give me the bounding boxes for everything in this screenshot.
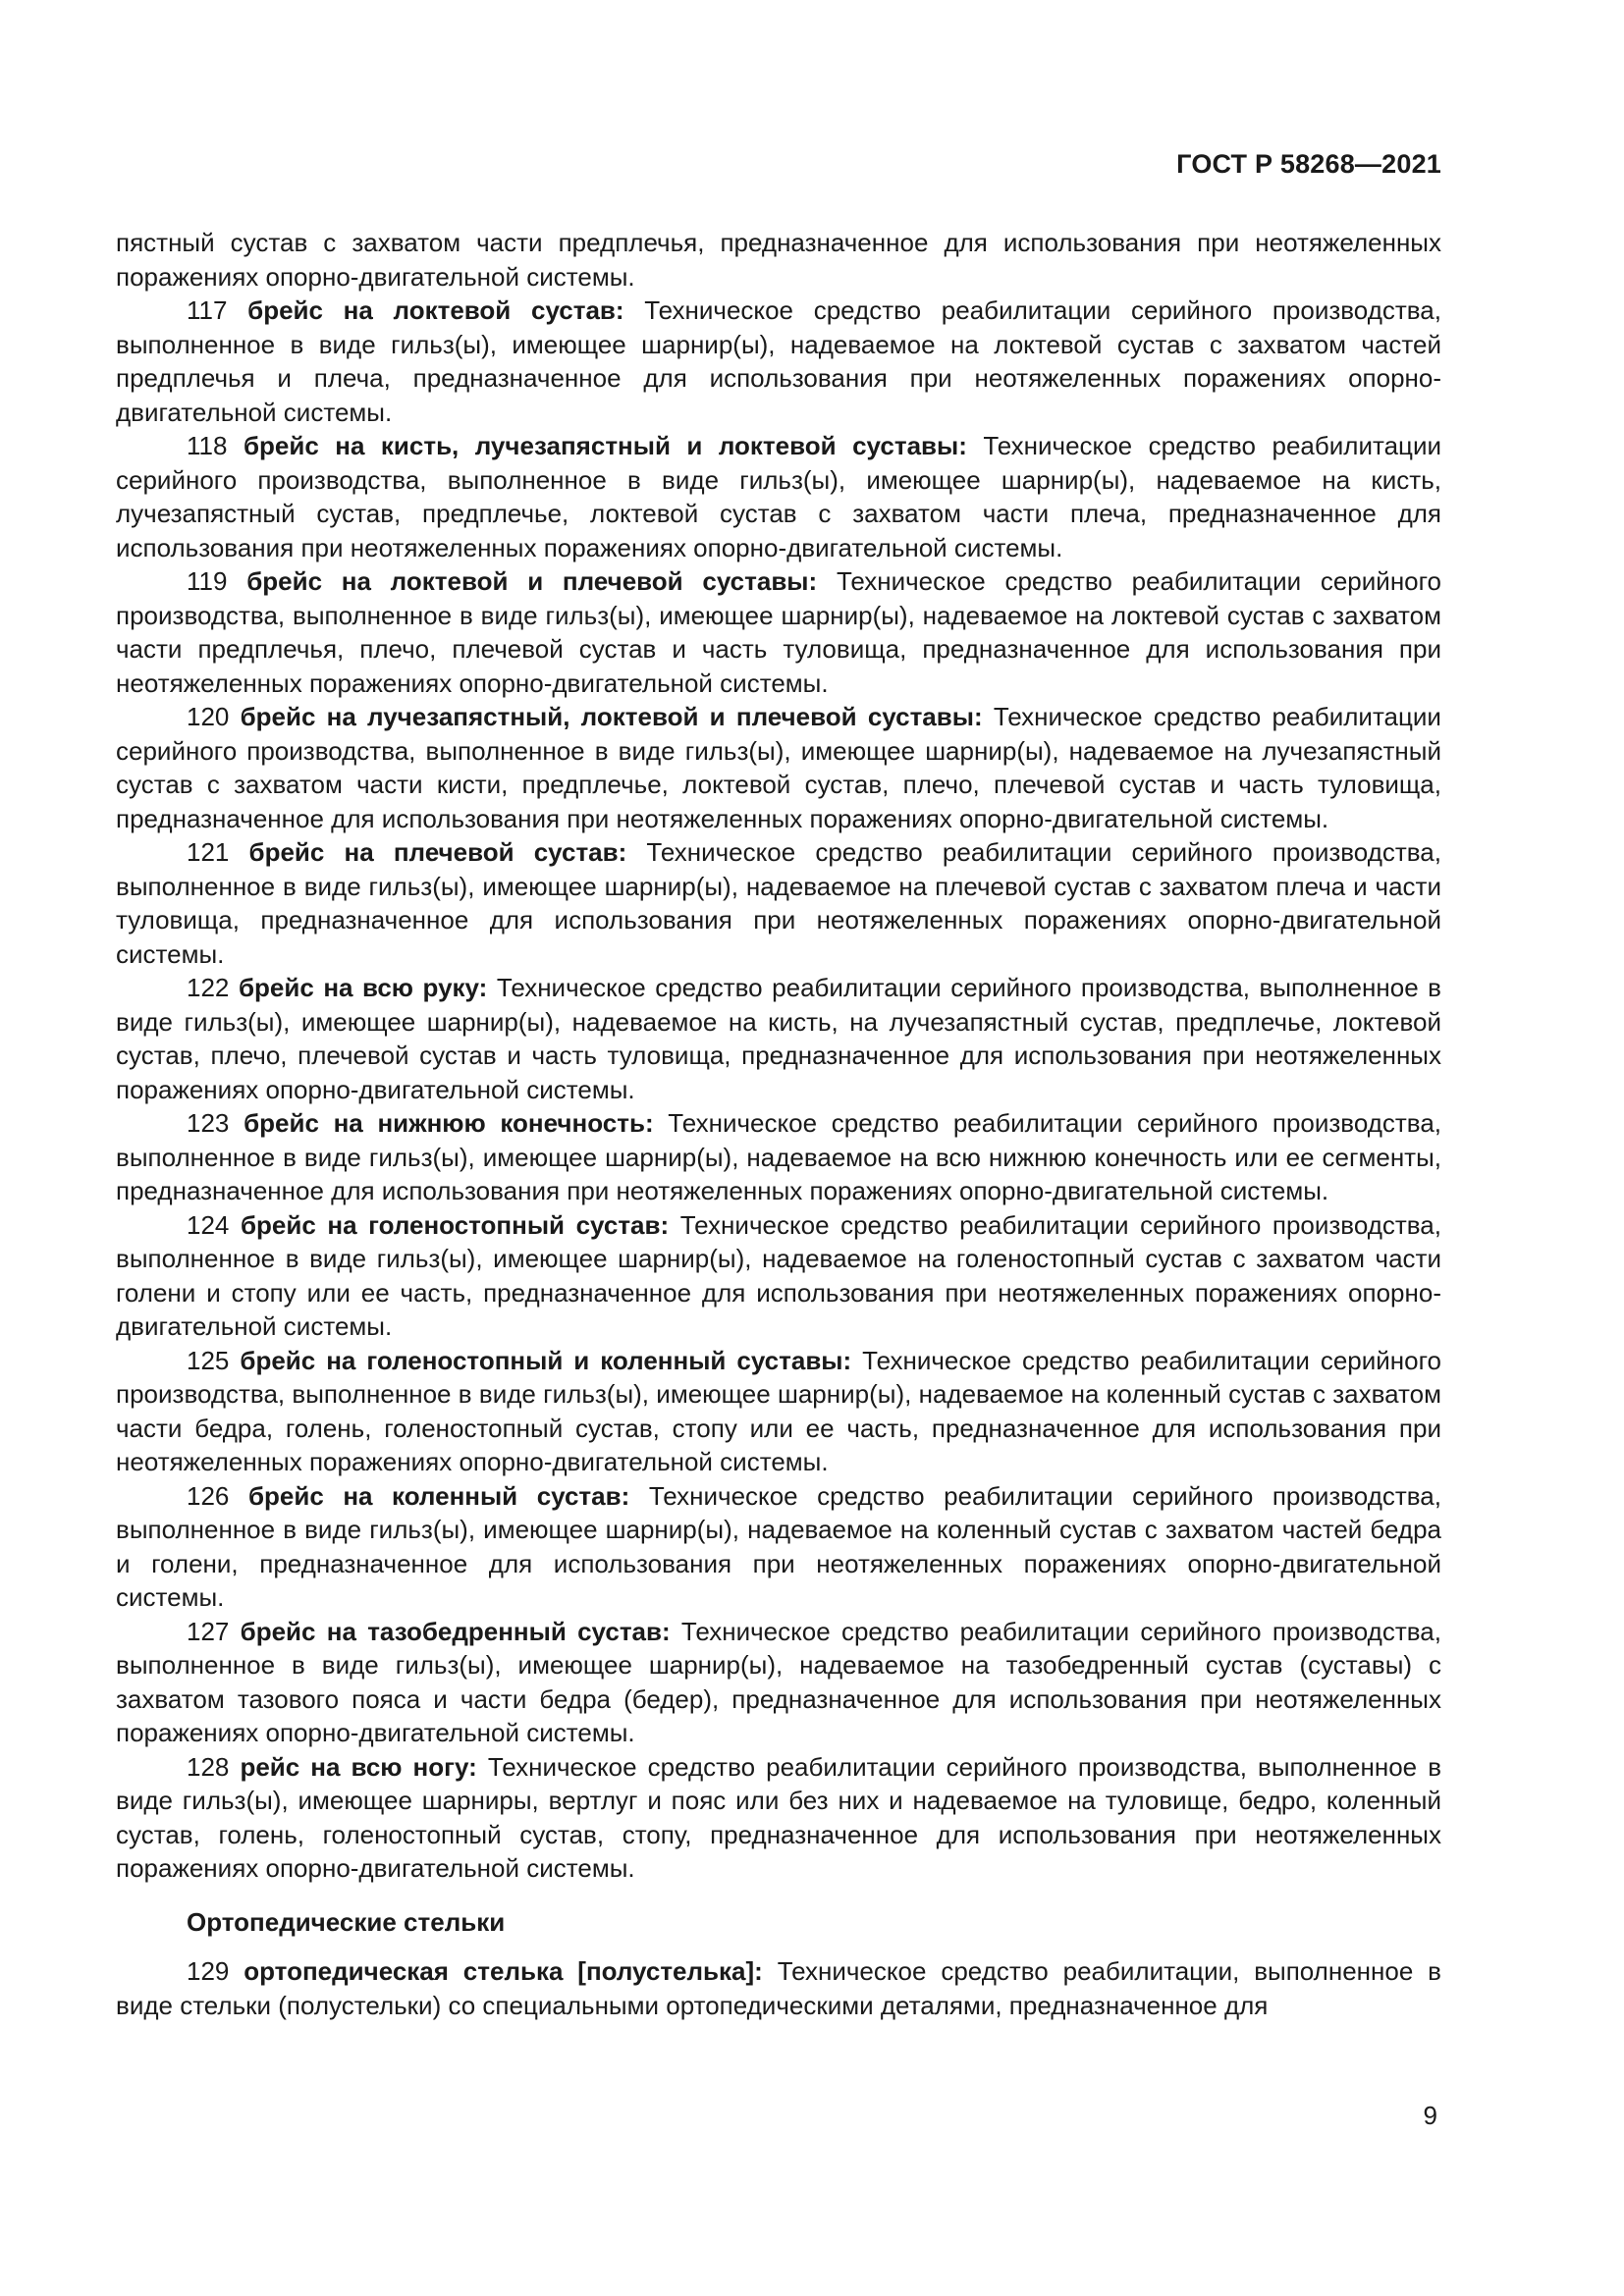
- entry-number: 126: [187, 1480, 230, 1511]
- entry-number: 119: [187, 566, 228, 596]
- entry-number: 118: [187, 431, 228, 460]
- entry-term: брейс на кисть, лучезапястный и локтевой суставы:: [243, 431, 967, 460]
- entry-definition: Техническое средство реабилитации серийного производства, выполненное в виде гильз(ы), имеющее шарнир(ы), надеваемое на всю нижнюю конечность или ее сегменты, предназначенное для использования при неотяжеленных поражениях опорно-двигательной системы.: [116, 1108, 1442, 1205]
- entry-term: брейс на всю руку:: [238, 973, 488, 1002]
- entry-definition: Техническое средство реабилитации серийного производства, выполненное в виде гильз(ы), имеющее шарнир(ы), надеваемое на локтевой сустав с захватом части предплечья, плечо, плечевой сустав и часть туловища, предназначенное для использования при неотяжеленных поражениях опорно-двигательной системы.: [116, 566, 1442, 698]
- entry-definition: Техническое средство реабилитации серийного производства, выполненное в виде гильз(ы), имеющее шарнир(ы), надеваемое на кисть, на лучезапястный сустав, предплечье, локтевой сустав, плечо, плечевой сустав и часть туловища, предназначенное для использования при неотяжеленных поражениях опорно-двигательной системы.: [116, 973, 1441, 1104]
- entry-126: [116, 1479, 1441, 1615]
- entry-term: брейс на локтевой сустав:: [247, 295, 624, 325]
- entry-number: 122: [187, 973, 230, 1002]
- entry-definition: Техническое средство реабилитации серийного производства, выполненное в виде гильз(ы), имеющее шарниры, вертлуг и пояс или без них и надеваемое на туловище, бедро, коленный сустав, голень, голеностопный сустав, стопу, предназначенное для использования при неотяжеленных поражениях опорно-двигательной системы.: [116, 1751, 1442, 1883]
- entry-129: [116, 1954, 1441, 2022]
- entry-term: брейс на тазобедренный сустав:: [240, 1616, 671, 1646]
- entry-number: 117: [187, 295, 228, 325]
- entry-128: [116, 1750, 1441, 1886]
- entry-term: ортопедическая стелька [полустелька]:: [244, 1956, 763, 1986]
- entry-122: [116, 971, 1441, 1106]
- entry-number: 120: [187, 702, 230, 731]
- entry-definition: Техническое средство реабилитации серийного производства, выполненное в виде гильз(ы), имеющее шарнир(ы), надеваемое на голеностопный сустав с захватом части голени и стопу или ее часть, предназначенное для использования при неотяжеленных поражениях опорно-двигательной системы.: [116, 1209, 1441, 1341]
- document-body: [116, 226, 1441, 2022]
- entry-term: брейс на голеностопный сустав:: [240, 1209, 670, 1240]
- entry-term: брейс на плечевой сустав:: [248, 837, 627, 867]
- entry-number: 128: [187, 1751, 230, 1782]
- entry-definition: Техническое средство реабилитации, выполненное в виде стельки (полустельки) со специальными ортопедическими деталями, предназначенное для: [116, 1956, 1441, 2020]
- entry-120: [116, 700, 1441, 835]
- entry-121: [116, 835, 1441, 971]
- entry-119: [116, 564, 1441, 700]
- entry-definition: Техническое средство реабилитации серийного производства, выполненное в виде гильз(ы), имеющее шарнир(ы), надеваемое на плечевой сустав с захватом плеча и части туловища, предназначенное для использования при неотяжеленных поражениях опорно-двигательной системы.: [116, 837, 1441, 969]
- entry-definition: Техническое средство реабилитации серийного производства, выполненное в виде гильз(ы), имеющее шарнир(ы), надеваемое на лучезапястный сустав с захватом части кисти, предплечье, локтевой сустав, плечо, плечевой сустав и часть туловища, предназначенное для использования при неотяжеленных поражениях опорно-двигательной системы.: [116, 702, 1441, 833]
- entry-term: рейс на всю ногу:: [240, 1751, 477, 1782]
- section-title: Ортопедические стельки: [187, 1906, 506, 1937]
- entry-term: брейс на локтевой и плечевой суставы:: [246, 566, 818, 596]
- entry-definition: Техническое средство реабилитации серийного производства, выполненное в виде гильз(ы), имеющее шарнир(ы), надеваемое на коленный сустав с захватом части бедра, голень, голеностопный сустав, стопу или ее часть, предназначенное для использования при неотяжеленных поражениях опорно-двигательной системы.: [116, 1345, 1441, 1476]
- entry-number: 125: [187, 1345, 230, 1375]
- entry-definition: Техническое средство реабилитации серийного производства, выполненное в виде гильз(ы), имеющее шарнир(ы), надеваемое на коленный сустав с захватом частей бедра и голени, предназначенное для использования при неотяжеленных поражениях опорно-двигательной системы.: [116, 1480, 1441, 1612]
- entry-number: 123: [187, 1108, 230, 1138]
- entry-125: [116, 1344, 1441, 1479]
- entry-number: 124: [187, 1209, 230, 1240]
- entry-117: [116, 294, 1441, 429]
- document-code: ГОСТ Р 58268—2021: [1176, 149, 1441, 179]
- entry-definition: Техническое средство реабилитации серийного производства, выполненное в виде гильз(ы), имеющее шарнир(ы), надеваемое на локтевой сустав с захватом частей предплечья и плеча, предназначенное для использования при неотяжеленных поражениях опорно-двигательной системы.: [116, 295, 1441, 427]
- entry-term: брейс на голеностопный и коленный суставы:: [240, 1345, 852, 1375]
- entry-number: 121: [187, 837, 230, 867]
- entry-118: [116, 429, 1441, 564]
- entry-127: [116, 1615, 1441, 1750]
- intro-paragraph: пястный сустав с захватом части предплечья, предназначенное для использования при неотяжеленных поражениях опорно-двигательной системы.: [116, 228, 1441, 292]
- entry-term: брейс на коленный сустав:: [247, 1480, 630, 1511]
- page-number: 9: [1423, 2101, 1437, 2130]
- entry-definition: Техническое средство реабилитации серийного производства, выполненное в виде гильз(ы), имеющее шарнир(ы), надеваемое на кисть, лучезапястный сустав, предплечье, локтевой сустав с захватом части плеча, предназначенное для использования при неотяжеленных поражениях опорно-двигательной системы.: [116, 431, 1441, 562]
- entry-124: [116, 1208, 1441, 1344]
- entry-number: 129: [187, 1956, 230, 1986]
- entry-term: брейс на лучезапястный, локтевой и плечевой суставы:: [240, 702, 983, 731]
- entry-123: [116, 1106, 1441, 1208]
- entry-term: брейс на нижнюю конечность:: [244, 1108, 654, 1138]
- entry-definition: Техническое средство реабилитации серийного производства, выполненное в виде гильз(ы), имеющее шарнир(ы), надеваемое на тазобедренный сустав (суставы) с захватом тазового пояса и части бедра (бедер), предназначенное для использования при неотяжеленных поражениях опорно-двигательной системы.: [116, 1616, 1441, 1747]
- entry-number: 127: [187, 1616, 230, 1646]
